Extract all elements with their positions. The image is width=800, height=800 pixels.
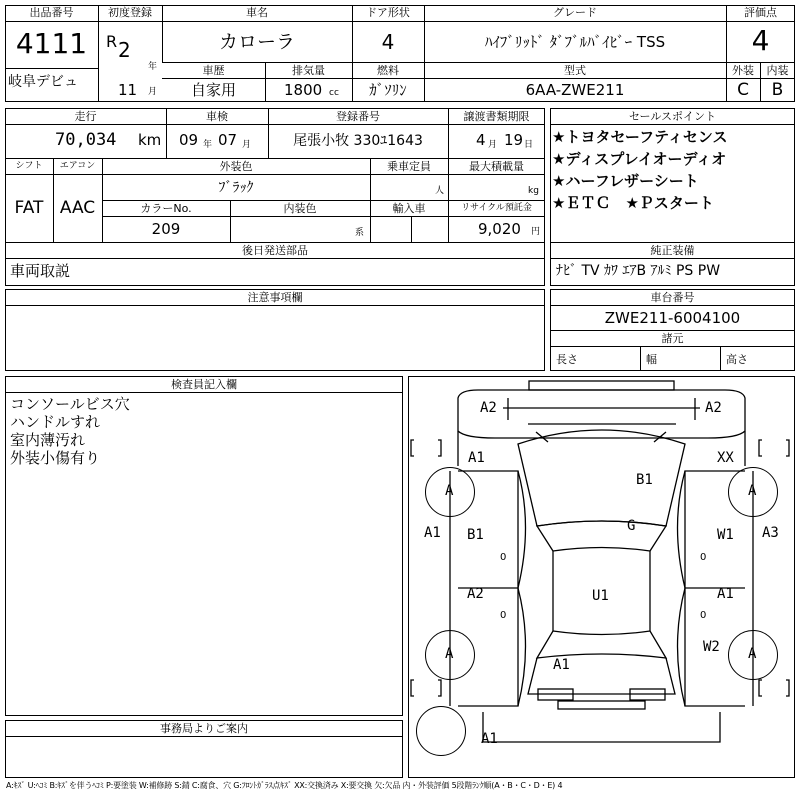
- width-label: 幅: [646, 353, 657, 366]
- history-value: 自家用: [190, 81, 236, 99]
- height-label: 高さ: [726, 353, 748, 366]
- inspector-comment: ハンドルすれ: [10, 413, 101, 431]
- recycle-value: 9,020: [478, 220, 521, 238]
- plate-value: 尾張小牧 330ﾕ1643: [293, 133, 423, 149]
- int-score-label: 内装: [766, 64, 789, 77]
- transfer-month: 4: [476, 131, 486, 149]
- year-unit: 年: [148, 62, 158, 72]
- history-label: 車歴: [202, 64, 225, 77]
- sales-point-item: ★トヨタセーフティセンス: [552, 128, 728, 146]
- damage-mark-hood: B1: [636, 472, 653, 488]
- max-load-unit: kg: [528, 186, 539, 196]
- mileage-unit: km: [138, 131, 162, 149]
- damage-mark-front-right-door: W1: [717, 527, 734, 543]
- inspection-month: 07: [218, 131, 238, 149]
- ac-value: AAC: [59, 198, 96, 218]
- inspection-label: 車検: [206, 110, 228, 123]
- venue-label: 岐阜デビュ: [8, 74, 78, 90]
- dimensions-label: 諸元: [661, 332, 684, 345]
- chassis-label: 車台番号: [650, 291, 695, 304]
- spare-wheel: [416, 706, 466, 756]
- damage-mark-front-left-wheel: A: [445, 483, 454, 499]
- shift-value: FAT: [14, 198, 44, 218]
- damage-mark-front-left-fender: A1: [468, 450, 485, 466]
- mileage-value: 70,034: [55, 130, 117, 150]
- import-label: 輸入車: [392, 202, 426, 215]
- damage-mark-rear-right-fender: W2: [703, 639, 720, 655]
- damage-mark-front-left: A2: [480, 400, 497, 416]
- recycle-unit: 円: [531, 227, 541, 237]
- chassis-value: ZWE211-6004100: [604, 309, 741, 327]
- ext-score-label: 外装: [732, 64, 754, 77]
- equipment-value: ﾅﾋﾞ TV ｶﾜ ｴｱB ｱﾙﾐ PS PW: [556, 263, 721, 279]
- capacity-label: 乗車定員: [387, 160, 431, 173]
- inspection-month-unit: 月: [242, 140, 252, 150]
- score-label: 評価点: [744, 6, 777, 19]
- ac-label: エアコン: [59, 161, 96, 171]
- inspector-comments: [10, 397, 400, 469]
- inspector-comment: 室内薄汚れ: [10, 431, 86, 449]
- transfer-day-unit: 日: [524, 140, 534, 150]
- recycle-label: リサイクル預託金: [461, 203, 532, 213]
- first-reg-year: 2: [118, 38, 131, 62]
- exterior-color-value: ﾌﾞﾗｯｸ: [218, 180, 254, 196]
- door-zero: 0: [500, 552, 507, 563]
- exterior-color-label: 外装色: [219, 160, 253, 173]
- capacity-unit: 人: [435, 186, 445, 196]
- model-label: 型式: [564, 64, 586, 77]
- color-no-value: 209: [151, 220, 181, 238]
- sales-point-item: ★ディスプレイオーディオ: [552, 150, 727, 168]
- first-reg-era: R: [106, 32, 118, 51]
- damage-mark-rear-bumper: A1: [481, 731, 498, 747]
- transfer-day: 19: [504, 131, 524, 149]
- door-zero: 0: [700, 610, 707, 621]
- inspector-label: 検査員記入欄: [171, 378, 237, 391]
- doors-value: 4: [381, 30, 395, 54]
- later-parts-value: 車両取説: [10, 262, 71, 280]
- lot-label: 出品番号: [29, 6, 74, 19]
- office-label: 事務局よりご案内: [160, 722, 248, 735]
- car-name: カローラ: [218, 31, 295, 53]
- sales-point-item: ★ハーフレザーシート: [552, 172, 699, 190]
- damage-mark-left-side: A1: [424, 525, 441, 541]
- transfer-label: 譲渡書類期限: [463, 110, 530, 123]
- equipment-label: 純正装備: [650, 244, 695, 257]
- damage-mark-rear-left-wheel: A: [445, 646, 454, 662]
- displacement-value: 1800: [284, 81, 323, 99]
- damage-mark-roof: U1: [592, 588, 609, 604]
- interior-color-unit: 系: [355, 228, 365, 238]
- plate-label: 登録番号: [336, 110, 380, 123]
- inspector-comment: コンソールビス穴: [10, 395, 130, 413]
- door-zero: 0: [700, 552, 707, 563]
- mileage-label: 走行: [74, 110, 97, 123]
- first-reg-month: 11: [118, 81, 138, 99]
- damage-mark-rear-right-wheel: A: [748, 646, 757, 662]
- sales-point-item: ★ＥＴＣ ★Ｐスタート: [552, 194, 714, 212]
- later-parts-label: 後日発送部品: [242, 244, 308, 257]
- score-value: 4: [751, 24, 770, 57]
- damage-mark-rear-left-door: A2: [467, 586, 484, 602]
- sales-points-list: [552, 130, 794, 218]
- color-no-label: カラーNo.: [140, 202, 192, 215]
- displacement-unit: cc: [329, 88, 339, 98]
- damage-mark-front-right: A2: [705, 400, 722, 416]
- length-label: 長さ: [556, 353, 578, 366]
- damage-mark-front-left-door: B1: [467, 527, 484, 543]
- inspection-year: 09: [179, 131, 199, 149]
- car-diagram: [408, 376, 795, 778]
- damage-mark-right-side: A3: [762, 525, 779, 541]
- grade-label: グレード: [553, 6, 597, 19]
- fuel-value: ｶﾞｿﾘﾝ: [369, 81, 407, 99]
- doors-label: ドア形状: [366, 6, 410, 19]
- max-load-label: 最大積載量: [469, 160, 524, 173]
- inspection-year-unit: 年: [203, 140, 213, 150]
- damage-mark-windshield: G: [627, 518, 636, 534]
- fuel-label: 燃料: [377, 64, 399, 77]
- damage-mark-rear-right-door: A1: [717, 586, 734, 602]
- grade-value: ﾊｲﾌﾞﾘｯﾄﾞ ﾀﾞﾌﾞﾙﾊﾞｲﾋﾞｰ TSS: [484, 33, 666, 51]
- notes-label: 注意事項欄: [247, 291, 303, 304]
- transfer-month-unit: 月: [488, 140, 498, 150]
- car-name-label: 車名: [246, 6, 268, 19]
- inspector-comment: 外装小傷有り: [10, 449, 101, 467]
- first-reg-label: 初度登録: [108, 6, 152, 19]
- damage-mark-trunk: A1: [553, 657, 570, 673]
- damage-mark-front-right-wheel: A: [748, 483, 757, 499]
- legend-text: A:ｷｽﾞ U:ﾍｺﾐ B:ｷｽﾞを伴うﾍｺﾐ P:要塗装 W:補修跡 S:錆 C:腐食、穴 G:ﾌﾛﾝﾄｶﾞﾗｽ点ｷｽﾞ XX:交換済み X:要交換 欠:欠品 内・外装評価 5段階ﾗﾝｸ順(A・B・C・D・E) 4: [6, 781, 563, 790]
- shift-label: シフト: [15, 161, 43, 171]
- ext-score-value: C: [737, 80, 749, 100]
- damage-mark-front-right-fender: XX: [717, 450, 734, 466]
- sales-points-label: セールスポイント: [628, 110, 716, 123]
- door-zero: 0: [500, 610, 507, 621]
- displacement-label: 排気量: [292, 64, 325, 77]
- model-value: 6AA-ZWE211: [525, 81, 625, 99]
- month-unit: 月: [148, 87, 158, 97]
- interior-color-label: 内装色: [283, 202, 317, 215]
- int-score-value: B: [771, 80, 784, 100]
- lot-number: 4111: [15, 27, 88, 60]
